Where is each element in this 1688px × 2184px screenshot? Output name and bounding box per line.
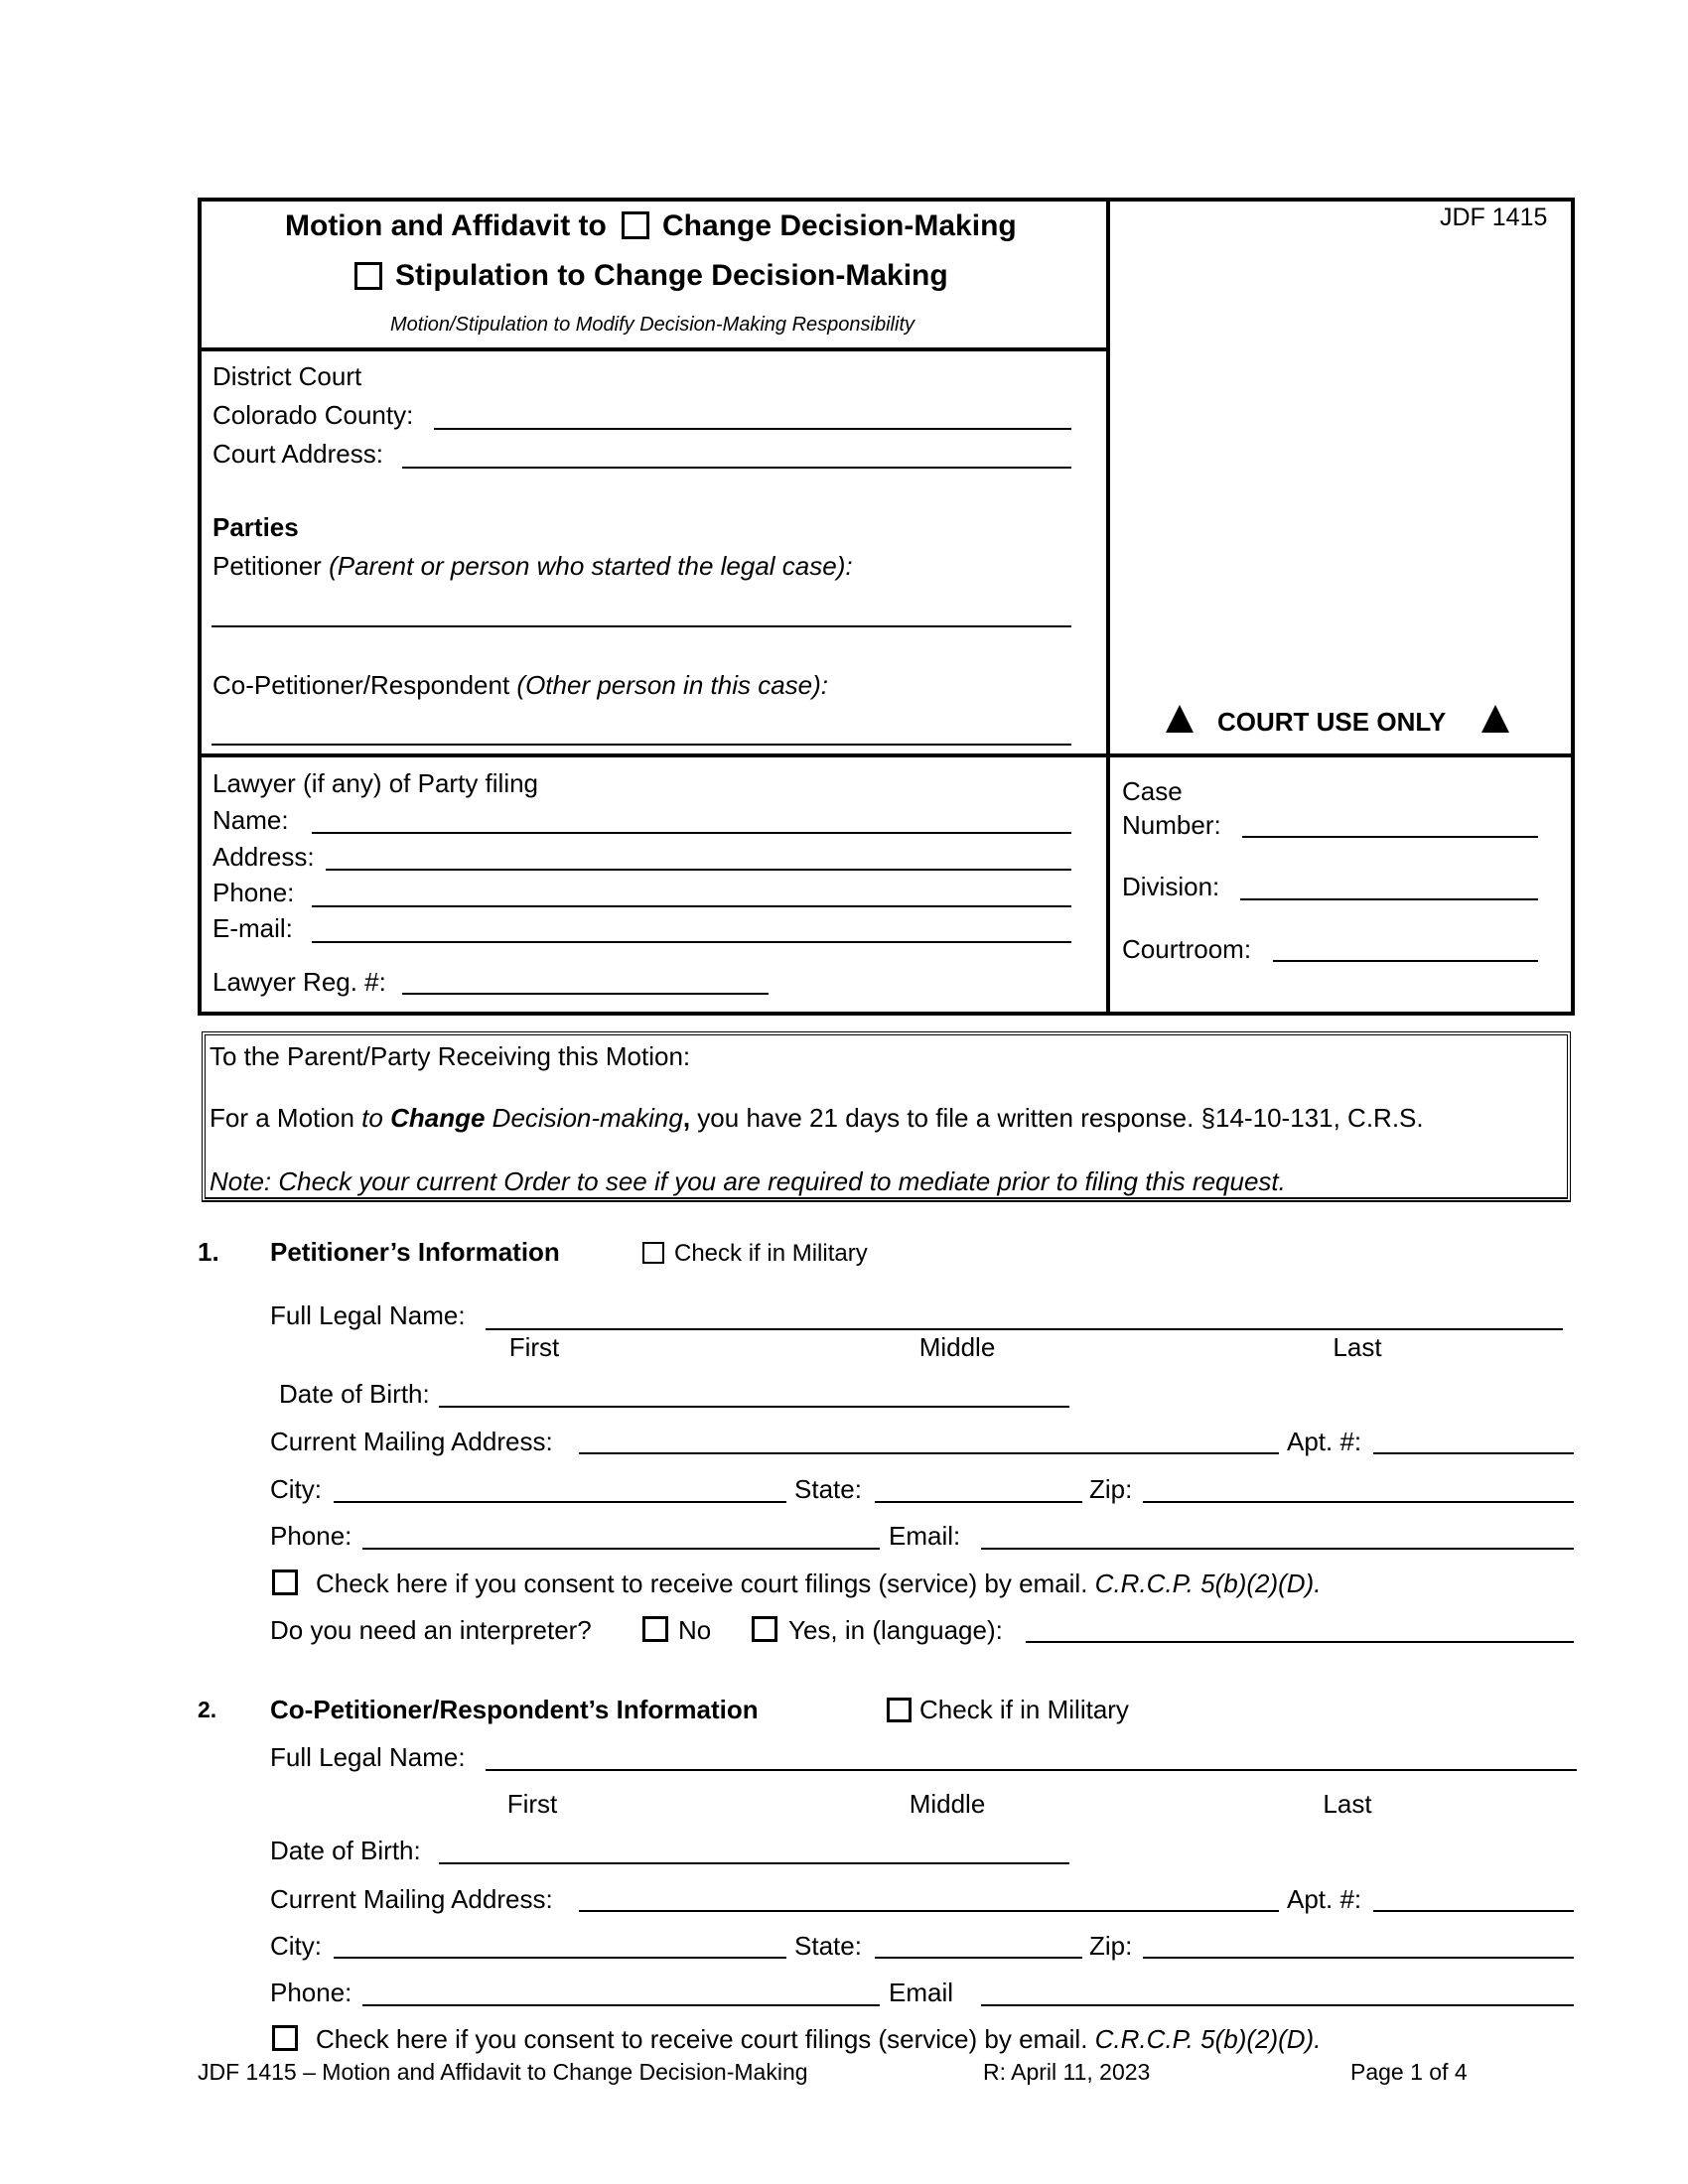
lawyer-address-label: Address: [212,842,315,872]
footer-form-title: JDF 1415 – Motion and Affidavit to Change Decision-Making [198,2059,808,2085]
section-heading: Petitioner’s Information [270,1237,560,1267]
email-consent-label: Check here if you consent to receive court filings (service) by email. C.R.C.P. 5(b)(2)(D). [316,2024,1322,2054]
zip-field[interactable] [1143,1501,1574,1503]
state-label: State: [794,1931,862,1961]
state-field[interactable] [875,1957,1082,1959]
petitioner-field[interactable] [211,625,1071,627]
subtitle: Motion/Stipulation to Modify Decision-Making Responsibility [389,314,915,336]
zip-field[interactable] [1143,1957,1574,1959]
middle-label: Middle [918,1332,996,1362]
divider [198,753,1575,757]
last-label: Last [1333,1332,1382,1362]
lawyer-name-label: Name: [212,805,289,835]
full-name-field[interactable] [486,1769,1577,1771]
lawyer-reg-label: Lawyer Reg. #: [212,967,386,997]
lawyer-reg-field[interactable] [402,993,769,995]
up-triangle-icon [1166,705,1194,733]
dob-label: Date of Birth: [279,1379,430,1409]
state-field[interactable] [875,1501,1082,1503]
email-field[interactable] [981,1548,1574,1550]
case-label: Case [1122,776,1183,806]
mailing-field[interactable] [579,1452,1279,1454]
notice-heading: To the Parent/Party Receiving this Motion: [210,1041,691,1071]
phone-label: Phone: [270,1978,352,2007]
dob-label: Date of Birth: [270,1836,421,1865]
mailing-field[interactable] [579,1910,1279,1912]
apt-field[interactable] [1373,1910,1574,1912]
section-heading: Co-Petitioner/Respondent’s Information [270,1695,759,1724]
county-field[interactable] [434,428,1071,430]
lawyer-email-label: E-mail: [212,913,293,943]
lawyer-phone-label: Phone: [212,878,295,907]
military-checkbox[interactable] [887,1698,912,1722]
title-prefix: Motion and Affidavit to [285,209,607,242]
footer-page-number: Page 1 of 4 [1350,2059,1468,2085]
full-name-label: Full Legal Name: [270,1742,466,1772]
military-checkbox[interactable] [642,1242,664,1264]
apt-field[interactable] [1373,1452,1574,1454]
up-triangle-icon [1481,705,1509,733]
footer-revision: R: April 11, 2023 [983,2059,1151,2085]
division-label: Division: [1122,872,1220,901]
email-field[interactable] [981,2004,1574,2006]
stipulation-checkbox[interactable] [354,262,382,290]
lawyer-phone-field[interactable] [312,905,1071,907]
section-number: 1. [198,1237,219,1267]
interpreter-language-field[interactable] [1026,1641,1574,1643]
title-option-stipulation: Stipulation to Change Decision-Making [395,259,948,292]
division-field[interactable] [1240,898,1538,900]
last-label: Last [1323,1789,1372,1819]
dob-field[interactable] [439,1862,1069,1864]
state-label: State: [794,1474,862,1504]
city-label: City: [270,1474,322,1504]
phone-label: Phone: [270,1521,352,1551]
apt-label: Apt. #: [1287,1427,1362,1456]
case-number-field[interactable] [1242,836,1538,838]
county-label: Colorado County: [212,400,414,430]
court-use-only: COURT USE ONLY [1217,707,1447,737]
copetitioner-label: Co-Petitioner/Respondent (Other person in this case): [212,670,828,700]
form-id: JDF 1415 [1440,204,1548,231]
full-name-label: Full Legal Name: [270,1300,466,1330]
first-label: First [508,1332,560,1362]
email-consent-checkbox[interactable] [272,1570,298,1595]
email-consent-checkbox[interactable] [272,2025,298,2051]
email-consent-label: Check here if you consent to receive court filings (service) by email. C.R.C.P. 5(b)(2)(D). [316,1569,1322,1598]
interpreter-yes-label: Yes, in (language): [788,1615,1003,1645]
interpreter-yes-checkbox[interactable] [752,1616,777,1642]
lawyer-heading: Lawyer (if any) of Party filing [212,768,539,798]
case-number-label: Number: [1122,810,1221,840]
section-number: 2. [198,1697,217,1722]
military-label: Check if in Military [919,1695,1129,1724]
copetitioner-field[interactable] [211,744,1071,746]
city-label: City: [270,1931,322,1961]
court-address-field[interactable] [402,467,1071,469]
mailing-label: Current Mailing Address: [270,1884,553,1914]
interpreter-label: Do you need an interpreter? [270,1615,592,1645]
interpreter-no-checkbox[interactable] [642,1616,668,1642]
lawyer-email-field[interactable] [312,941,1071,943]
email-label: Email: [889,1521,961,1551]
petitioner-label: Petitioner (Parent or person who started the legal case): [212,551,853,581]
middle-label: Middle [909,1789,986,1819]
court-address-label: Court Address: [212,439,383,469]
zip-label: Zip: [1089,1931,1133,1961]
courtroom-field[interactable] [1273,960,1538,962]
parties-heading: Parties [212,512,299,542]
notice-deadline: For a Motion to Change Decision-making, you have 21 days to file a written response. §14-10-131, C.R.S. [210,1103,1424,1133]
first-label: First [506,1789,558,1819]
change-decision-checkbox[interactable] [622,211,649,239]
military-label: Check if in Military [674,1240,868,1267]
divider [1106,198,1110,1014]
city-field[interactable] [334,1957,786,1959]
lawyer-address-field[interactable] [326,869,1071,871]
mailing-label: Current Mailing Address: [270,1427,553,1456]
full-name-field[interactable] [486,1328,1563,1330]
courtroom-label: Courtroom: [1122,934,1252,964]
dob-field[interactable] [439,1406,1069,1408]
interpreter-no-label: No [678,1615,712,1645]
phone-field[interactable] [362,2004,880,2006]
lawyer-name-field[interactable] [312,832,1071,834]
court-name: District Court [212,361,362,391]
divider [198,347,1108,351]
email-label: Email [889,1978,954,2007]
notice-note: Note: Check your current Order to see if you are required to mediate prior to filing this request. [210,1166,1286,1196]
zip-label: Zip: [1089,1474,1133,1504]
phone-field[interactable] [362,1548,880,1550]
apt-label: Apt. #: [1287,1884,1362,1914]
title-option-change: Change Decision-Making [662,209,1017,242]
city-field[interactable] [334,1501,786,1503]
